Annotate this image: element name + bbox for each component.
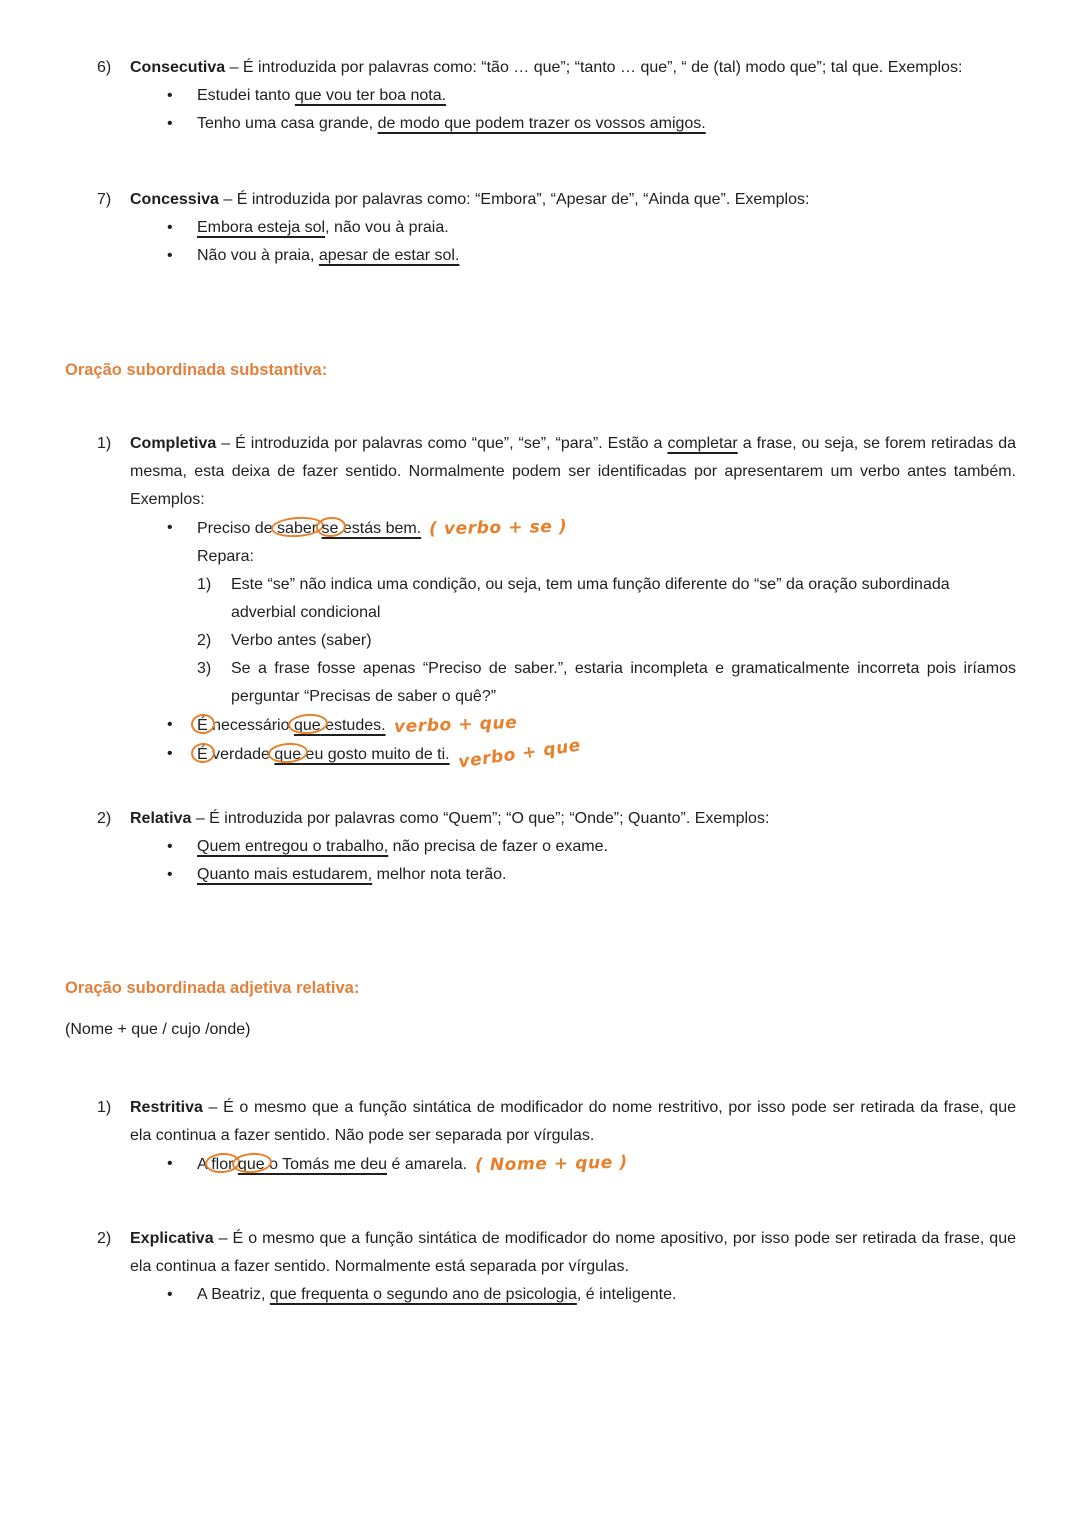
section-number: 2) [97, 810, 112, 827]
bullet-list [130, 82, 1016, 138]
text-segment: Não vou à praia, [197, 247, 319, 264]
text-segment: , é inteligente. [576, 1286, 677, 1303]
underlined-text: estudes. [320, 717, 386, 734]
bullet-item [130, 242, 1016, 270]
text-segment [317, 520, 321, 537]
section-consecutiva [97, 54, 1016, 138]
section-explicativa [97, 1225, 1016, 1309]
underlined-text: estás bem. [338, 520, 422, 537]
text-segment: a frase, ou seja, se forem retiradas da mesma, esta deixa de fazer sentido. Normalmente podem ser identificadas por apresentarem um verbo antes também. Exemplos: [130, 435, 1016, 508]
underlined-text: que frequenta o segundo ano de psicologia [269, 1286, 577, 1303]
text-segment: melhor nota terão. [372, 866, 507, 883]
sub-list [197, 571, 1016, 711]
bullet-list [130, 1150, 1016, 1179]
text-segment: , não vou à praia. [325, 219, 449, 236]
bullet-text [197, 242, 1016, 270]
section-number: 2) [97, 1230, 112, 1247]
section-relativa [97, 805, 1016, 889]
text-segment: – É introduzida por palavras como: “tão … que”; “tanto … que”, “ de (tal) modo que”; tal que. Exemplos: [225, 59, 963, 76]
text-segment: – É introduzida por palavras como “Quem”; “O que”; “Onde”; Quanto”. Exemplos: [191, 810, 770, 827]
bullet-text [197, 110, 1016, 138]
bullet-text [197, 711, 1016, 740]
text-segment: Consecutiva [130, 59, 226, 76]
bullet-text [197, 1150, 1016, 1179]
text-segment: é amarela. [387, 1156, 468, 1173]
text-segment: Completiva [130, 435, 217, 452]
handwritten-annotation: verbo + que [456, 735, 582, 773]
text-segment: Restritiva [130, 1099, 203, 1116]
section-number: 7) [97, 191, 112, 208]
section-lead-restritiva [130, 1094, 1016, 1150]
bullet-item [130, 110, 1016, 138]
sub-item-text [231, 571, 1016, 627]
circled-word: É [197, 746, 208, 763]
circled-word: se [321, 520, 339, 537]
circled-word: É [197, 717, 208, 734]
section-lead-relativa [130, 805, 1016, 833]
sub-item-number: 2) [197, 632, 212, 649]
heading-adjetiva: Oração subordinada adjetiva relativa: [65, 979, 360, 997]
text-segment: – É o mesmo que a função sintática de modificador do nome restritivo, por isso pode ser retirada da frase, que ela continua a fazer sentido. Não pode ser separada por vírgulas. [130, 1099, 1016, 1144]
underlined-text: Embora esteja sol [197, 219, 326, 236]
text-segment: A [197, 1156, 212, 1173]
underlined-text: que vou ter boa nota. [294, 87, 447, 104]
underlined-text: Quanto mais estudarem, [197, 866, 373, 883]
bullet-item [130, 833, 1016, 861]
adjetiva-note: (Nome + que / cujo /onde) [65, 1021, 251, 1038]
section-concessiva [97, 186, 1016, 270]
text-segment: – É introduzida por palavras como “que”, “se”, “para”. Estão a [216, 435, 668, 452]
text-segment: Concessiva [130, 191, 219, 208]
sub-item-number: 1) [197, 576, 212, 593]
text-segment: não precisa de fazer o exame. [388, 838, 608, 855]
text-segment: Se a frase fosse apenas “Preciso de saber.”, estaria incompleta e gramaticalmente incorreta pois iríamos perguntar “Precisas de saber o quê?” [231, 660, 1016, 705]
repara-label: Repara: [197, 548, 254, 565]
underlined-text: completar [667, 435, 738, 452]
section-lead-consecutiva [130, 54, 1016, 82]
circled-word: saber [277, 520, 318, 537]
text-segment: Tenho uma casa grande, [197, 115, 378, 132]
section-lead-concessiva [130, 186, 1016, 214]
section-restritiva [97, 1094, 1016, 1179]
circled-word: que [274, 746, 302, 763]
circled-word: que [293, 717, 321, 734]
bullet-text [197, 735, 1016, 773]
circled-word: que [237, 1156, 265, 1173]
text-segment: – É o mesmo que a função sintática de modificador do nome apositivo, por isso pode ser retirada da frase, que ela continua a fazer sentido. Normalmente está separada por vírgulas. [130, 1230, 1016, 1275]
underlined-text: o Tomás me deu [264, 1156, 388, 1173]
bullet-item [130, 214, 1016, 242]
bullet-text [197, 514, 1016, 543]
section-number: 1) [97, 435, 112, 452]
underlined-text: eu gosto muito de ti. [301, 746, 450, 763]
section-lead-explicativa [130, 1225, 1016, 1281]
text-segment: Este “se” não indica uma condição, ou seja, tem uma função diferente do “se” da oração subordinada adverbial condicional [231, 576, 950, 621]
bullet-text [197, 214, 1016, 242]
underlined-text: Quem entregou o trabalho, [197, 838, 389, 855]
bullet-item [130, 861, 1016, 889]
underlined-text: de modo que podem trazer os vossos amigos. [377, 115, 706, 132]
bullet-item [130, 735, 1016, 773]
handwritten-annotation: ( Nome + que ) [474, 1152, 629, 1176]
handwritten-annotation: verbo + que [393, 712, 518, 738]
section-lead-completiva [130, 430, 1016, 514]
handwritten-annotation: ( verbo + se ) [428, 516, 568, 540]
text-segment: Relativa [130, 810, 192, 827]
bullet-text [197, 82, 1016, 110]
sub-item-text [231, 627, 1016, 655]
bullet-item [130, 1281, 1016, 1309]
section-number: 1) [97, 1099, 112, 1116]
text-segment: Estudei tanto [197, 87, 295, 104]
bullet-item [130, 514, 1016, 711]
circled-word: flor [211, 1156, 234, 1173]
text-segment: Preciso de [197, 520, 278, 537]
bullet-text [197, 861, 1016, 889]
sub-item [197, 627, 1016, 655]
sub-item [197, 655, 1016, 711]
bullet-list [130, 833, 1016, 889]
bullet-list [130, 214, 1016, 270]
heading-substantiva: Oração subordinada substantiva: [65, 361, 328, 379]
text-segment: Verbo antes (saber) [231, 632, 372, 649]
text-segment: – É introduzida por palavras como: “Embora”, “Apesar de”, “Ainda que”. Exemplos: [218, 191, 810, 208]
text-segment: verdade [207, 746, 275, 763]
bullet-item [130, 82, 1016, 110]
sub-item-number: 3) [197, 660, 212, 677]
underlined-text: apesar de estar sol. [318, 247, 460, 264]
sub-item-text [231, 655, 1016, 711]
text-segment: necessário [207, 717, 294, 734]
text-segment: A Beatriz, [197, 1286, 270, 1303]
bullet-text [197, 833, 1016, 861]
section-number: 6) [97, 59, 112, 76]
section-completiva [97, 430, 1016, 773]
bullet-item [130, 1150, 1016, 1179]
text-segment: Explicativa [130, 1230, 214, 1247]
bullet-list [130, 1281, 1016, 1309]
sub-item [197, 571, 1016, 627]
bullet-text [197, 1281, 1016, 1309]
bullet-list [130, 514, 1016, 773]
